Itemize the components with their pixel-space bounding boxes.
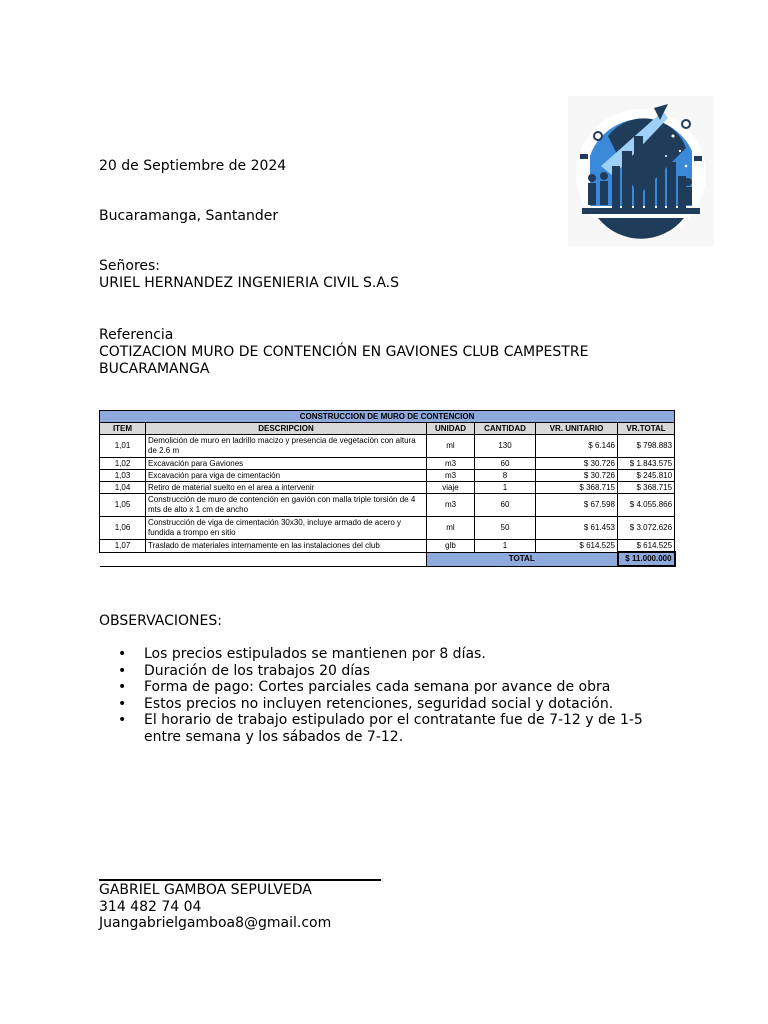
observation-text: Forma de pago: Cortes parciales cada semana por avance de obra bbox=[144, 679, 611, 695]
recipient-name: URIEL HERNANDEZ INGENIERIA CIVIL S.A.S bbox=[99, 275, 399, 291]
row-item: 1,03 bbox=[100, 470, 146, 482]
row-description: Construcción de viga de cimentación 30x30, incluye armado de acero y fundida a trompo en sitio bbox=[146, 517, 427, 540]
row-unit-price: $ 614.525 bbox=[536, 540, 618, 553]
row-item: 1,04 bbox=[100, 482, 146, 494]
row-quantity: 130 bbox=[475, 435, 536, 458]
row-total: $ 3.072.626 bbox=[618, 517, 675, 540]
observation-text: Estos precios no incluyen retenciones, seguridad social y dotación. bbox=[144, 695, 614, 712]
row-item: 1,07 bbox=[100, 540, 146, 553]
row-description: Traslado de materiales internamente en las instalaciones del club bbox=[146, 540, 427, 553]
bullet-icon: • bbox=[118, 695, 127, 712]
signer-email[interactable]: Juangabrielgamboa8@gmail.com bbox=[99, 915, 332, 931]
row-unit: m3 bbox=[427, 470, 475, 482]
table-total-row bbox=[100, 552, 675, 566]
total-label: TOTAL bbox=[427, 552, 618, 566]
row-unit: viaje bbox=[427, 482, 475, 494]
row-unit: m3 bbox=[427, 494, 475, 517]
reference-line-2: BUCARAMANGA bbox=[99, 361, 210, 377]
row-description: Retiro de material suelto en el area a intervenir bbox=[146, 482, 427, 494]
observations-list bbox=[118, 646, 678, 745]
row-item: 1,06 bbox=[100, 517, 146, 540]
city-skyline-rocket-icon bbox=[568, 96, 714, 246]
total-value: $ 11.000.000 bbox=[618, 552, 675, 566]
row-description: Excavación para viga de cimentación bbox=[146, 470, 427, 482]
table-title-row bbox=[100, 411, 675, 423]
header-total: VR.TOTAL bbox=[618, 423, 675, 435]
list-item bbox=[118, 663, 678, 680]
table-row bbox=[100, 470, 675, 482]
table-row bbox=[100, 435, 675, 458]
bullet-icon: • bbox=[118, 646, 127, 662]
row-quantity: 8 bbox=[475, 470, 536, 482]
list-item bbox=[118, 696, 678, 713]
row-item: 1,05 bbox=[100, 494, 146, 517]
row-description: Excavación para Gaviones bbox=[146, 458, 427, 470]
table-row bbox=[100, 540, 675, 553]
row-total: $ 245.810 bbox=[618, 470, 675, 482]
row-unit: ml bbox=[427, 517, 475, 540]
observation-text: El horario de trabajo estipulado por el contratante fue de 7-12 y de 1-5 entre semana y los sábados de 7-12. bbox=[144, 712, 643, 745]
row-item: 1,02 bbox=[100, 458, 146, 470]
table-row bbox=[100, 494, 675, 517]
row-item: 1,01 bbox=[100, 435, 146, 458]
bullet-icon: • bbox=[118, 662, 127, 679]
bullet-icon: • bbox=[118, 679, 127, 695]
row-total: $ 368.715 bbox=[618, 482, 675, 494]
table-title: CONSTRUCCION DE MURO DE CONTENCION bbox=[100, 411, 675, 423]
table-row bbox=[100, 458, 675, 470]
row-unit-price: $ 368.715 bbox=[536, 482, 618, 494]
row-unit: m3 bbox=[427, 458, 475, 470]
row-unit-price: $ 30.726 bbox=[536, 458, 618, 470]
observation-text: Duración de los trabajos 20 días bbox=[144, 662, 371, 679]
row-total: $ 4.055.866 bbox=[618, 494, 675, 517]
header-item: ITEM bbox=[100, 423, 146, 435]
table-header-row bbox=[100, 423, 675, 435]
row-unit-price: $ 30.726 bbox=[536, 470, 618, 482]
signature-block bbox=[99, 882, 331, 932]
row-description: Demolición de muro en ladrillo macizo y presencia de vegetación con altura de 2.6 m bbox=[146, 435, 427, 458]
bullet-icon: • bbox=[118, 712, 127, 728]
row-total: $ 614.525 bbox=[618, 540, 675, 553]
row-total: $ 1.843.575 bbox=[618, 458, 675, 470]
row-quantity: 1 bbox=[475, 482, 536, 494]
row-total: $ 798.883 bbox=[618, 435, 675, 458]
quote-table bbox=[99, 410, 676, 567]
row-description: Construcción de muro de contención en gavión con malla triple torsión de 4 mts de alto x 1 cm de ancho bbox=[146, 494, 427, 517]
row-unit: ml bbox=[427, 435, 475, 458]
salutation: Señores: bbox=[99, 258, 161, 274]
table-row bbox=[100, 482, 675, 494]
row-quantity: 50 bbox=[475, 517, 536, 540]
row-quantity: 60 bbox=[475, 494, 536, 517]
header-unit: UNIDAD bbox=[427, 423, 475, 435]
observations-title: OBSERVACIONES: bbox=[99, 613, 222, 629]
signer-phone: 314 482 74 04 bbox=[99, 898, 202, 915]
row-unit: glb bbox=[427, 540, 475, 553]
signature-line bbox=[99, 879, 381, 881]
observation-text: Los precios estipulados se mantienen por 8 días. bbox=[144, 646, 486, 662]
signer-name: GABRIEL GAMBOA SEPULVEDA bbox=[99, 882, 312, 898]
row-quantity: 60 bbox=[475, 458, 536, 470]
letter-date: 20 de Septiembre de 2024 bbox=[99, 158, 287, 174]
row-unit-price: $ 61.453 bbox=[536, 517, 618, 540]
table-row bbox=[100, 517, 675, 540]
list-item bbox=[118, 646, 678, 663]
total-row-spacer bbox=[100, 552, 427, 566]
list-item bbox=[118, 679, 678, 696]
row-quantity: 1 bbox=[475, 540, 536, 553]
reference-label: Referencia bbox=[99, 327, 174, 343]
company-logo bbox=[568, 96, 714, 246]
header-quantity: CANTIDAD bbox=[475, 423, 536, 435]
reference-line-1: COTIZACION MURO DE CONTENCIÓN EN GAVIONES CLUB CAMPESTRE bbox=[99, 344, 589, 360]
header-unit-price: VR. UNITARIO bbox=[536, 423, 618, 435]
row-unit-price: $ 67.598 bbox=[536, 494, 618, 517]
list-item bbox=[118, 712, 678, 745]
letter-city: Bucaramanga, Santander bbox=[99, 208, 279, 224]
row-unit-price: $ 6.146 bbox=[536, 435, 618, 458]
header-description: DESCRIPCION bbox=[146, 423, 427, 435]
